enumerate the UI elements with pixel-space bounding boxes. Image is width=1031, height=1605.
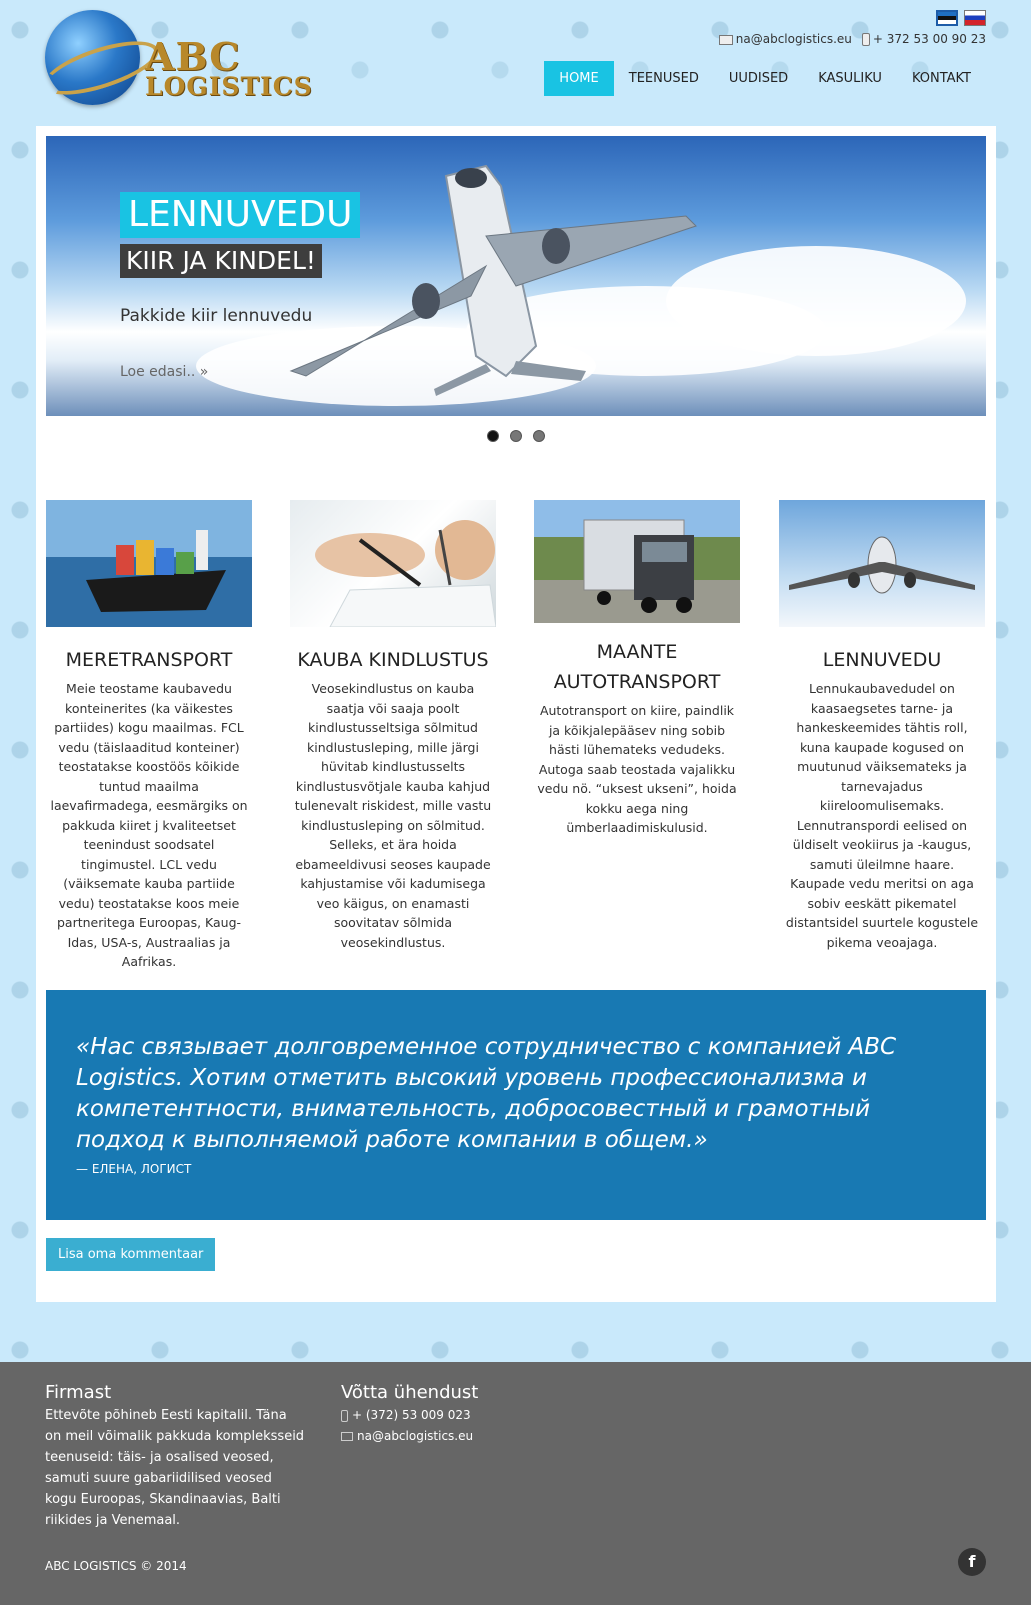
slider-dot-2[interactable] [510, 430, 522, 442]
feature-text: Meie teostame kaubavedu konteinerites (ka väikestes partiides) kogu maailmas. FCL vedu (täislaaditud konteiner) teostatakse koostöös kõikide tuntud maailma laevafirmadega, eesmärgiks on pakkuda kiiret j kvaliteetset teenindust soodsatel tingimustel. LCL vedu (väiksemate kauba partiide vedu) teostatakse koos meie partneritega Euroopas, Kaug-Idas, USA-s, Austraalias ja Aafrikas. [50, 681, 248, 969]
main-nav [544, 61, 986, 96]
plane-image[interactable] [779, 500, 985, 627]
slide-read-more-link[interactable]: Loe edasi.. » [120, 364, 209, 380]
plane-icon [779, 500, 985, 627]
feature-kauba-kindlustus [290, 500, 496, 952]
feature-title: LENNUVEDU [822, 649, 942, 671]
header-email-text: na@abclogistics.eu [735, 32, 852, 46]
language-switcher [936, 10, 986, 26]
slide-subtitle: KIIR JA KINDEL! [120, 244, 322, 278]
add-comment-button[interactable]: Lisa oma kommentaar [46, 1238, 215, 1271]
footer-about-title: Firmast [45, 1382, 112, 1403]
header-email[interactable] [719, 32, 852, 46]
footer-about [45, 1382, 305, 1531]
airplane-image [286, 146, 706, 406]
nav-home[interactable]: HOME [544, 61, 613, 96]
feature-text: Autotransport on kiire, paindlik ja kõikjalepääsev ning sobib hästi lühemateks vedudeks. Autoga saab teostada vajalikku vedu nö. “uksest ukseni”, hoida kokku aega ning ümberlaadimiskulusid. [537, 703, 737, 835]
footer-contact [341, 1382, 641, 1447]
truck-image[interactable] [534, 500, 740, 623]
flag-estonia-icon[interactable] [936, 10, 958, 26]
logo[interactable] [45, 10, 313, 110]
main-container [36, 126, 996, 1302]
cloud-shape [666, 246, 966, 356]
testimonial [46, 990, 986, 1220]
feature-text: Veosekindlustus on kauba saatja või saaja poolt kindlustusseltsiga sõlmitud kindlustusleping, mille järgi hüvitab kindlustusselts kindlustusvõtjale kauba kahjud tulenevalt riskidest, mille vastu kindlustusleping on sõlmitud. Selleks, et ära hoida ebameeldivusi seoses kaupade kahjustamise või kadumisega veo käigus, on enamasti soovitatav sõlmida veosekindlustus. [294, 681, 492, 950]
slide-text: Pakkide kiir lennuvedu [120, 306, 313, 326]
pen-icon [290, 500, 496, 627]
hero-slider [46, 136, 986, 416]
logo-text-logistics: LOGISTICS [145, 72, 313, 101]
copyright: ABC LOGISTICS © 2014 [45, 1559, 187, 1573]
slide-title: LENNUVEDU [120, 192, 360, 238]
footer-contact-title: Võtta ühendust [341, 1382, 479, 1403]
signing-document-image[interactable] [290, 500, 496, 627]
footer-email[interactable] [341, 1426, 641, 1447]
slider-dot-1[interactable] [487, 430, 499, 442]
testimonial-author: — ЕЛЕНА, ЛОГИСТ [76, 1162, 192, 1176]
nav-kontakt[interactable]: KONTAKT [911, 71, 971, 86]
nav-uudised[interactable]: UUDISED [728, 71, 789, 86]
mail-icon [719, 35, 733, 45]
cargo-ship-image[interactable] [46, 500, 252, 627]
mail-icon [341, 1432, 353, 1441]
feature-title: MERETRANSPORT [65, 649, 233, 671]
feature-meretransport [46, 500, 252, 972]
site-footer [0, 1362, 1031, 1605]
footer-about-text: Ettevõte põhineb Eesti kapitalil. Täna on meil võimalik pakkuda kompleksseid teenuseid: täis- ja osalised veosed, samuti suure gabariidilised veosed kogu Euroopas, Skandinaavias, Balti riikides ja Venemaal. [45, 1408, 305, 1528]
testimonial-quote: «Нас связывает долговременное сотрудничество с компанией ABC Logistics. Хотим отметить высокий уровень профессионализма и компетентности, внимательность, добросовестный и грамотный подход к выполняемой работе компании в общем.» [76, 1034, 897, 1153]
nav-teenused[interactable]: TEENUSED [628, 71, 699, 86]
header-phone [862, 32, 986, 46]
footer-phone [341, 1405, 641, 1426]
footer-email-text: na@abclogistics.eu [357, 1429, 474, 1443]
slider-dot-3[interactable] [533, 430, 545, 442]
footer-phone-text: + (372) 53 009 023 [352, 1408, 471, 1422]
feature-title: MAANTE AUTOTRANSPORT [553, 641, 721, 693]
feature-title: KAUBA KINDLUSTUS [297, 649, 489, 671]
nav-kasuliku[interactable]: KASULIKU [818, 71, 882, 86]
truck-icon [534, 500, 740, 623]
phone-icon [341, 1410, 348, 1422]
facebook-icon[interactable]: f [958, 1548, 986, 1576]
header-phone-text: + 372 53 00 90 23 [872, 32, 986, 46]
slider-pagination [36, 430, 996, 442]
site-header [0, 0, 1031, 125]
ship-icon [46, 500, 252, 627]
phone-icon [862, 33, 870, 46]
flag-russia-icon[interactable] [964, 10, 986, 26]
logo-text-abc: ABC [145, 34, 241, 79]
feature-lennuvedu [779, 500, 985, 952]
features-section [46, 500, 986, 969]
feature-maante-autotransport [534, 500, 740, 838]
header-contacts [719, 32, 986, 46]
feature-text: Lennukaubavedudel on kaasaegsetes tarne- ja hankeskeemides tähtis roll, kuna kaupade kogused on muutunud väiksemateks ja tarnevajadus kiireloomulisemaks. Lennutranspordi eelised on üldiselt veokiirus ja -kaugus, samuti üleilmne haare. Kaupade vedu meritsi on aga sobiv eeskätt pikematel distantsidel suurtele kogustele pikema veoajaga. [785, 681, 979, 950]
